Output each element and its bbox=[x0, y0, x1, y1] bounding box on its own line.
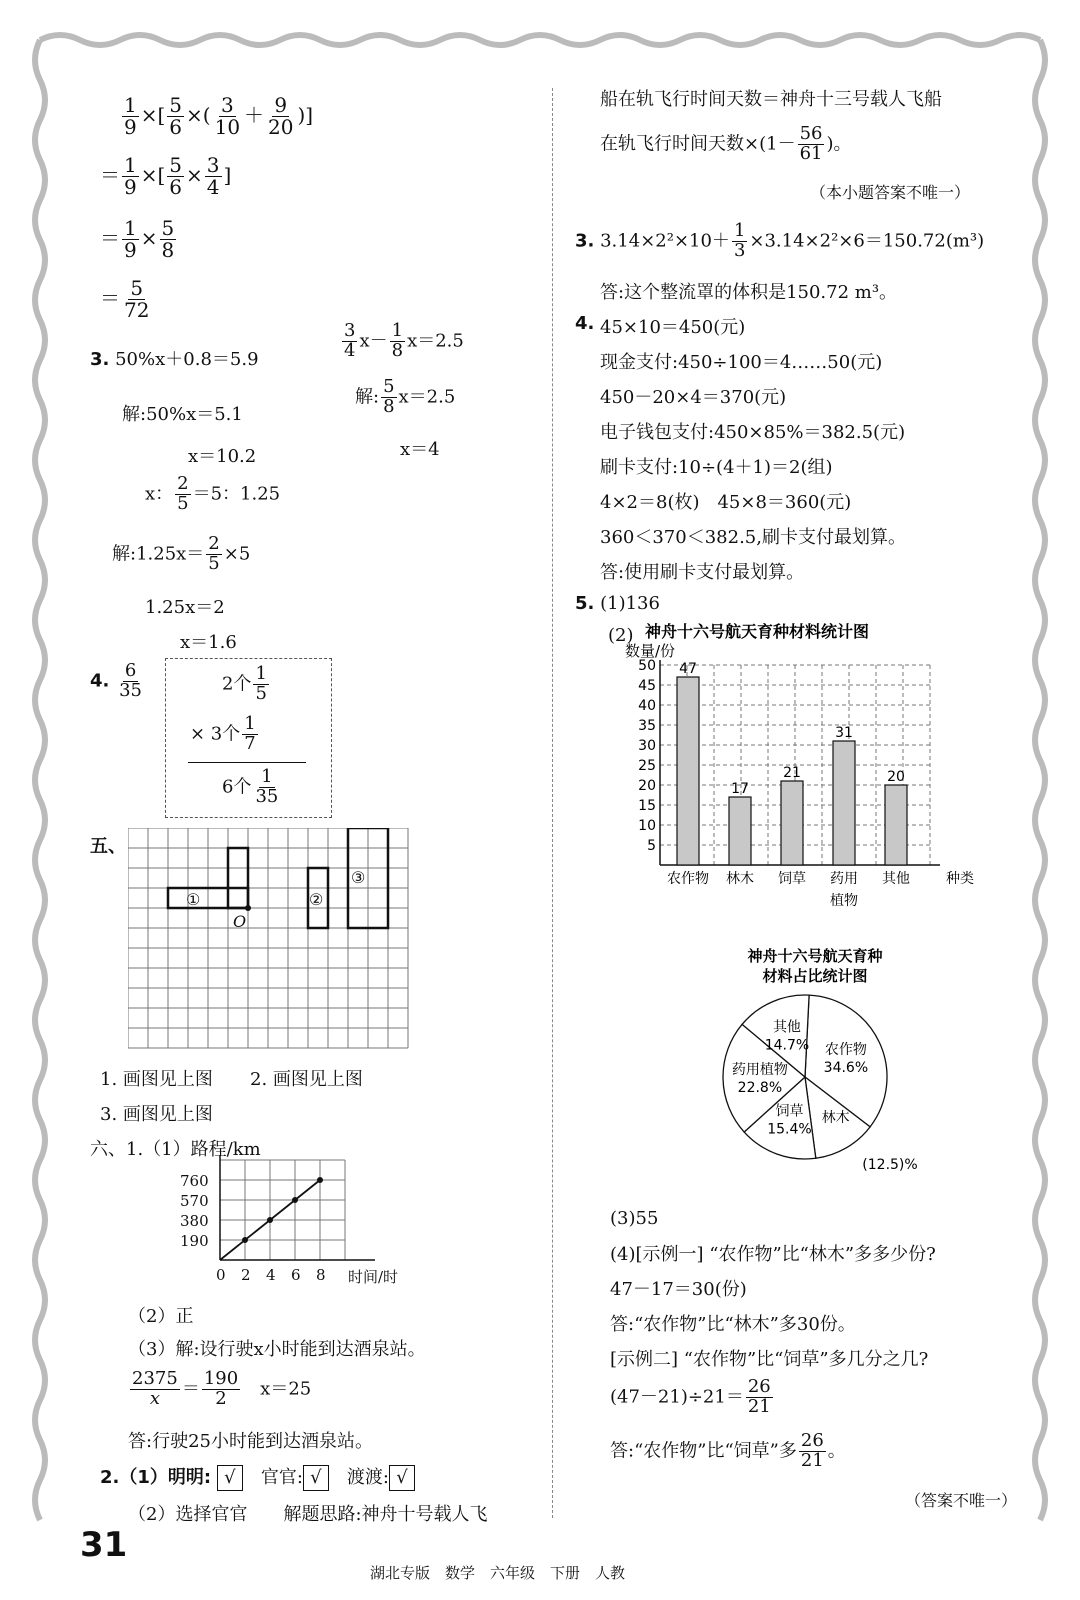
bar-4 bbox=[885, 785, 907, 865]
q3-b-eq: $\frac{3}{4}$ x－ $\frac{1}{8}$ x＝2.5 bbox=[344, 320, 464, 361]
sec5-a2: 2. 画图见上图 bbox=[250, 1069, 363, 1090]
sec5-a1: 1. 画图见上图 bbox=[100, 1069, 213, 1090]
sec5-grid bbox=[128, 828, 420, 1060]
pie-value: 22.8% bbox=[737, 1079, 783, 1096]
category-label: 林木 bbox=[726, 871, 754, 887]
r-q5-1: 5. (1)136 bbox=[575, 593, 660, 614]
x-axis-label: 种类 bbox=[946, 871, 974, 887]
r-q4-label: 4. bbox=[575, 313, 595, 334]
bar-1 bbox=[729, 797, 751, 865]
q3-a-s1: 解:50%x＝5.1 bbox=[122, 404, 243, 425]
sec6-p2: （2）正 bbox=[128, 1306, 194, 1327]
sec6-line-graph bbox=[215, 1155, 385, 1265]
pie-label: 农作物 bbox=[824, 1042, 867, 1059]
ytick-190: 190 bbox=[180, 1232, 209, 1250]
bar-value-label: 47 bbox=[679, 661, 697, 677]
ytick-label: 35 bbox=[638, 718, 656, 734]
ytick-label: 30 bbox=[638, 738, 656, 754]
marker-2: ② bbox=[309, 890, 324, 909]
q2-expr-line2: ＝ $\frac{1}{9}$ ×[ $\frac{5}{6}$ × $\frac{3}{4}$ ] bbox=[100, 153, 232, 199]
page-number: 31 bbox=[80, 1525, 128, 1565]
pie-label: 林木 bbox=[821, 1110, 850, 1127]
ytick-label: 40 bbox=[638, 698, 656, 714]
pie-value: 15.4% bbox=[767, 1121, 812, 1138]
q4-rule bbox=[188, 762, 306, 763]
r-q5-4c: [示例二] “农作物”比“饲草”多几分之几? bbox=[610, 1349, 929, 1370]
r-q5-3: (3)55 bbox=[610, 1208, 659, 1229]
pie-title-line2: 材料占比统计图 bbox=[762, 967, 868, 986]
r-t1: 船在轨飞行时间天数＝神舟十三号载人飞船 bbox=[600, 89, 942, 110]
r-q4-l3: 电子钱包支付:450×85%＝382.5(元) bbox=[600, 422, 906, 443]
r-q5-4a: 47－17＝30(份) bbox=[610, 1279, 747, 1300]
category-label: 农作物 bbox=[667, 871, 709, 887]
category-label-line2: 植物 bbox=[830, 893, 858, 909]
xtick-2: 2 bbox=[241, 1266, 251, 1284]
bar-2 bbox=[781, 781, 803, 865]
r-q4-l1: 现金支付:450÷100＝4……50(元) bbox=[600, 352, 883, 373]
bar-0 bbox=[677, 677, 699, 865]
ytick-label: 5 bbox=[647, 838, 656, 854]
r-q4-l7: 答:使用刷卡支付最划算。 bbox=[600, 562, 805, 583]
r-q4-l2: 450－20×4＝370(元) bbox=[600, 387, 787, 408]
r-q4-l4: 刷卡支付:10÷(4＋1)＝2(组) bbox=[600, 457, 833, 478]
pie-label: 药用植物 bbox=[731, 1061, 788, 1078]
r-q5-4b: 答:“农作物”比“林木”多30份。 bbox=[610, 1314, 856, 1335]
q4-row2: × 3个 $\frac{1}{7}$ bbox=[190, 713, 256, 754]
ytick-570: 570 bbox=[180, 1192, 209, 1210]
sec6-q2-2: （2）选择官官 解题思路:神舟十号载人飞 bbox=[128, 1504, 488, 1525]
q3-b-s2: x＝4 bbox=[400, 439, 440, 460]
bar-value-label: 21 bbox=[783, 765, 801, 781]
r-q5-4e: 答:“农作物”比“饲草”多 $\frac{26}{21}$ 。 bbox=[610, 1430, 846, 1471]
r-q3: 3. 3.14×2²×10＋ $\frac{1}{3}$ ×3.14×2²×6＝150.72(m³) bbox=[575, 220, 985, 261]
q4-answer: 4. $\frac{6}{35}$ bbox=[90, 660, 143, 701]
r-t2: 在轨飞行时间天数×(1－ $\frac{56}{61}$ )。 bbox=[600, 123, 852, 164]
ytick-label: 10 bbox=[638, 818, 656, 834]
column-divider bbox=[552, 88, 553, 1518]
r-q5-4: (4)[示例一] “农作物”比“林木”多多少份? bbox=[610, 1244, 936, 1265]
xtick-6: 6 bbox=[291, 1266, 301, 1284]
pie-label: 饲草 bbox=[775, 1103, 804, 1120]
q3-c-eq: x： $\frac{2}{5}$ ＝5：1.25 bbox=[145, 473, 281, 514]
pie-value: 34.6% bbox=[823, 1060, 869, 1077]
r-q5-2: (2) bbox=[608, 625, 634, 646]
bar-value-label: 17 bbox=[731, 781, 749, 797]
r-q4-l0: 45×10＝450(元) bbox=[600, 317, 746, 338]
ytick-label: 25 bbox=[638, 758, 656, 774]
sec6-p3-ans: 答:行驶25小时能到达酒泉站。 bbox=[128, 1431, 373, 1452]
q3-c-s2: 1.25x＝2 bbox=[145, 597, 225, 618]
pie-value: (12.5)% bbox=[862, 1157, 918, 1173]
shape-1-moved bbox=[228, 848, 248, 908]
r-q4-l5: 4×2＝8(枚) 45×8＝360(元) bbox=[600, 492, 852, 513]
sec5-a3: 3. 画图见上图 bbox=[100, 1104, 213, 1125]
ytick-label: 50 bbox=[638, 658, 656, 674]
ytick-760: 760 bbox=[180, 1172, 209, 1190]
q2-expr-line3: ＝ $\frac{1}{9}$ × $\frac{5}{8}$ bbox=[100, 216, 175, 262]
q2-expr-line1: $\frac{1}{9}$ ×[ $\frac{5}{6}$ ×( $\frac{3}{10}$ ＋ $\frac{9}{20}$ )] bbox=[124, 93, 314, 139]
footer-info: 湖北专版 数学 六年级 下册 人教 bbox=[370, 1564, 626, 1582]
r-q5-4d: (47－21)÷21＝ $\frac{26}{21}$ bbox=[610, 1376, 771, 1417]
r-q3-ans: 答:这个整流罩的体积是150.72 m³。 bbox=[600, 282, 898, 303]
sec6-p3: （3）解:设行驶x小时能到达酒泉站。 bbox=[128, 1339, 426, 1360]
q3-a-eq: 3. 50%x＋0.8＝5.9 bbox=[90, 349, 259, 370]
q4-row1: 2个 $\frac{1}{5}$ bbox=[222, 663, 267, 704]
q4-row3: 6个 $\frac{1}{35}$ bbox=[222, 766, 279, 807]
category-label: 其他 bbox=[882, 871, 910, 887]
ytick-label: 45 bbox=[638, 678, 656, 694]
xtick-8: 8 bbox=[316, 1266, 326, 1284]
bar-chart bbox=[620, 620, 1000, 915]
bar-chart-title: 神舟十六号航天育种材料统计图 bbox=[645, 622, 870, 641]
marker-3: ③ bbox=[351, 868, 366, 887]
bar-chart-ylabel: 数量/份 bbox=[625, 642, 676, 661]
pie-value: 14.7% bbox=[764, 1037, 810, 1054]
bar-value-label: 20 bbox=[887, 769, 905, 785]
pie-label: 其他 bbox=[772, 1019, 801, 1036]
q3-a-s2: x＝10.2 bbox=[188, 446, 257, 467]
sec6-p3-eq: $\frac{2375}{x}$ ＝ $\frac{190}{2}$ x＝25 bbox=[132, 1368, 312, 1409]
q3-c-s1: 解:1.25x＝ $\frac{2}{5}$ ×5 bbox=[112, 533, 251, 574]
bar-3 bbox=[833, 741, 855, 865]
origin-point bbox=[245, 905, 251, 911]
origin-label: O bbox=[233, 912, 247, 931]
pie-chart bbox=[690, 945, 940, 1190]
sec5-label: 五、 bbox=[90, 836, 126, 857]
pie-title-line1: 神舟十六号航天育种 bbox=[747, 947, 883, 966]
q3-c-s3: x＝1.6 bbox=[180, 632, 237, 653]
xtick-4: 4 bbox=[266, 1266, 276, 1284]
marker-1: ① bbox=[186, 890, 201, 909]
ytick-380: 380 bbox=[180, 1212, 209, 1230]
xaxis-label: 时间/时 bbox=[348, 1268, 399, 1286]
sec6-q2: 2.（1）明明: √ 官官: √ 渡渡: √ bbox=[100, 1463, 415, 1491]
category-label: 饲草 bbox=[778, 871, 806, 887]
ytick-label: 20 bbox=[638, 778, 656, 794]
xtick-0: 0 bbox=[216, 1266, 226, 1284]
r-note2: （答案不唯一） bbox=[905, 1491, 1018, 1510]
r-note1: （本小题答案不唯一） bbox=[810, 183, 971, 202]
ytick-label: 15 bbox=[638, 798, 656, 814]
r-q4-l6: 360＜370＜382.5,刷卡支付最划算。 bbox=[600, 527, 906, 548]
bar-value-label: 31 bbox=[835, 725, 853, 741]
q3-b-s1: 解: $\frac{5}{8}$ x＝2.5 bbox=[355, 376, 456, 417]
q2-expr-line4: ＝ $\frac{5}{72}$ bbox=[100, 276, 150, 322]
category-label: 药用 bbox=[830, 871, 858, 887]
sec6-label: 六、1.（1）路程/km bbox=[90, 1139, 261, 1160]
